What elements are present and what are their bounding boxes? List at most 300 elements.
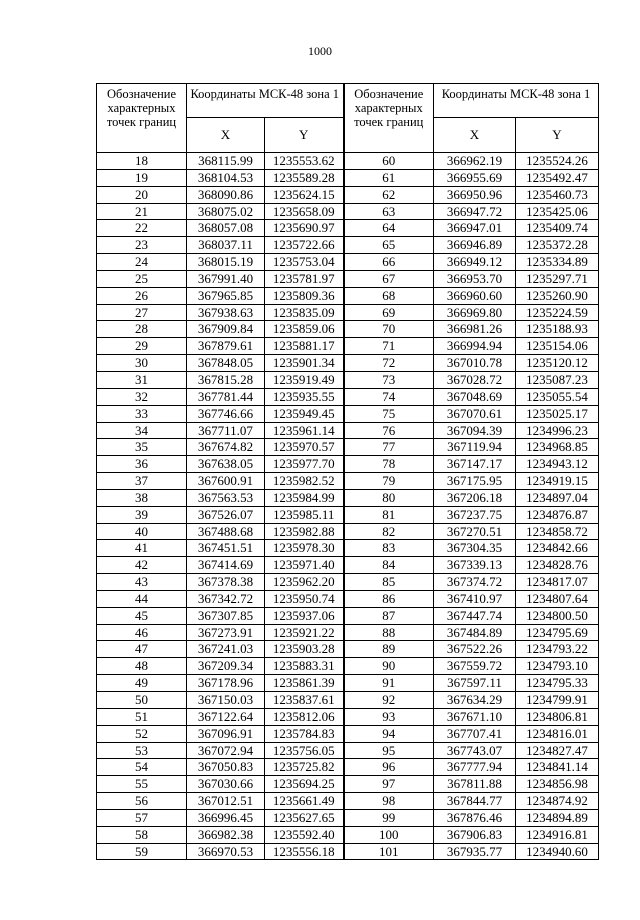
point-number: 86: [344, 590, 434, 607]
point-number: 55: [97, 776, 187, 793]
point-number: 29: [97, 338, 187, 355]
y-value: 1235372.28: [516, 237, 599, 254]
y-value: 1235725.82: [265, 759, 344, 776]
table-row: [97, 270, 599, 287]
x-value: 367991.40: [187, 270, 265, 287]
y-value: 1235658.09: [265, 203, 344, 220]
point-number: 37: [97, 473, 187, 490]
coords-header-right: Координаты МСК-48 зона 1: [434, 84, 599, 118]
point-number: 41: [97, 540, 187, 557]
x-value: 367178.96: [187, 675, 265, 692]
table-row: [97, 742, 599, 759]
y-value: 1235188.93: [516, 321, 599, 338]
y-value: 1235756.05: [265, 742, 344, 759]
x-value: 366970.53: [187, 843, 265, 860]
x-value: 367488.68: [187, 523, 265, 540]
x-value: 367965.85: [187, 287, 265, 304]
point-number: 48: [97, 658, 187, 675]
y-value: 1235334.89: [516, 254, 599, 271]
y-value: 1234842.66: [516, 540, 599, 557]
x-value: 367600.91: [187, 473, 265, 490]
x-value: 366950.96: [434, 186, 516, 203]
x-value: 367094.39: [434, 422, 516, 439]
y-value: 1234897.04: [516, 489, 599, 506]
table-body: [97, 153, 599, 860]
x-value: 367876.46: [434, 809, 516, 826]
y-value: 1234996.23: [516, 422, 599, 439]
y-value: 1235937.06: [265, 607, 344, 624]
table-row: [97, 186, 599, 203]
table-row: [97, 692, 599, 709]
x-value: 367010.78: [434, 355, 516, 372]
x-value: 367273.91: [187, 624, 265, 641]
table-row: [97, 153, 599, 170]
x-value: 366953.70: [434, 270, 516, 287]
point-number: 57: [97, 809, 187, 826]
y-value: 1235592.40: [265, 826, 344, 843]
table-row: [97, 203, 599, 220]
point-number: 77: [344, 439, 434, 456]
x-value: 367048.69: [434, 388, 516, 405]
x-value: 367028.72: [434, 371, 516, 388]
point-number: 44: [97, 590, 187, 607]
y-value: 1234858.72: [516, 523, 599, 540]
x-header-left: X: [187, 118, 265, 153]
point-number: 94: [344, 725, 434, 742]
y-value: 1234876.87: [516, 506, 599, 523]
x-value: 367777.94: [434, 759, 516, 776]
table-row: [97, 826, 599, 843]
x-value: 366949.12: [434, 254, 516, 271]
x-value: 367451.51: [187, 540, 265, 557]
x-value: 368115.99: [187, 153, 265, 170]
y-value: 1234799.91: [516, 692, 599, 709]
y-value: 1235154.06: [516, 338, 599, 355]
x-value: 367206.18: [434, 489, 516, 506]
y-value: 1235859.06: [265, 321, 344, 338]
y-value: 1235589.28: [265, 169, 344, 186]
point-number: 54: [97, 759, 187, 776]
y-value: 1235297.71: [516, 270, 599, 287]
x-value: 366947.01: [434, 220, 516, 237]
y-value: 1235784.83: [265, 725, 344, 742]
point-number: 75: [344, 405, 434, 422]
point-number: 82: [344, 523, 434, 540]
y-value: 1234968.85: [516, 439, 599, 456]
y-value: 1235055.54: [516, 388, 599, 405]
point-number: 64: [344, 220, 434, 237]
table-row: [97, 776, 599, 793]
x-value: 368075.02: [187, 203, 265, 220]
y-value: 1235425.06: [516, 203, 599, 220]
x-value: 367414.69: [187, 557, 265, 574]
y-value: 1235978.30: [265, 540, 344, 557]
x-value: 367938.63: [187, 304, 265, 321]
point-number: 99: [344, 809, 434, 826]
x-value: 367563.53: [187, 489, 265, 506]
point-number: 53: [97, 742, 187, 759]
x-value: 367237.75: [434, 506, 516, 523]
table-row: [97, 574, 599, 591]
y-value: 1235835.09: [265, 304, 344, 321]
table-row: [97, 456, 599, 473]
y-value: 1234940.60: [516, 843, 599, 860]
point-number: 67: [344, 270, 434, 287]
x-value: 366996.45: [187, 809, 265, 826]
y-value: 1235971.40: [265, 557, 344, 574]
point-number: 87: [344, 607, 434, 624]
y-value: 1235260.90: [516, 287, 599, 304]
x-value: 367674.82: [187, 439, 265, 456]
point-number: 33: [97, 405, 187, 422]
table-row: [97, 169, 599, 186]
table-row: [97, 809, 599, 826]
x-value: 367844.77: [434, 793, 516, 810]
point-number: 58: [97, 826, 187, 843]
y-value: 1235950.74: [265, 590, 344, 607]
table-row: [97, 254, 599, 271]
point-number: 20: [97, 186, 187, 203]
table-row: [97, 321, 599, 338]
x-value: 367030.66: [187, 776, 265, 793]
table-row: [97, 523, 599, 540]
point-number: 60: [344, 153, 434, 170]
y-value: 1235524.26: [516, 153, 599, 170]
x-value: 367122.64: [187, 708, 265, 725]
y-value: 1235025.17: [516, 405, 599, 422]
x-value: 368090.86: [187, 186, 265, 203]
table-row: [97, 422, 599, 439]
y-value: 1234894.89: [516, 809, 599, 826]
y-value: 1235901.34: [265, 355, 344, 372]
y-value: 1235624.15: [265, 186, 344, 203]
point-number: 83: [344, 540, 434, 557]
x-value: 366962.19: [434, 153, 516, 170]
x-value: 367671.10: [434, 708, 516, 725]
point-number: 71: [344, 338, 434, 355]
x-value: 367119.94: [434, 439, 516, 456]
y-value: 1234817.07: [516, 574, 599, 591]
point-number: 38: [97, 489, 187, 506]
y-value: 1235903.28: [265, 641, 344, 658]
x-value: 366969.80: [434, 304, 516, 321]
point-number: 76: [344, 422, 434, 439]
y-value: 1235861.39: [265, 675, 344, 692]
y-value: 1235921.22: [265, 624, 344, 641]
y-value: 1234793.10: [516, 658, 599, 675]
point-number: 45: [97, 607, 187, 624]
x-header-right: X: [434, 118, 516, 153]
y-header-right: Y: [516, 118, 599, 153]
x-value: 367304.35: [434, 540, 516, 557]
point-number: 56: [97, 793, 187, 810]
point-number: 52: [97, 725, 187, 742]
point-number: 61: [344, 169, 434, 186]
x-value: 367175.95: [434, 473, 516, 490]
x-value: 367935.77: [434, 843, 516, 860]
point-header-left: Обозначение характерных точек границ: [97, 84, 187, 153]
table-row: [97, 725, 599, 742]
x-value: 367711.07: [187, 422, 265, 439]
x-value: 367522.26: [434, 641, 516, 658]
table-row: [97, 607, 599, 624]
x-value: 367906.83: [434, 826, 516, 843]
table-row: [97, 489, 599, 506]
point-number: 84: [344, 557, 434, 574]
point-number: 70: [344, 321, 434, 338]
point-number: 91: [344, 675, 434, 692]
point-number: 36: [97, 456, 187, 473]
table-row: [97, 355, 599, 372]
y-value: 1235661.49: [265, 793, 344, 810]
y-value: 1235970.57: [265, 439, 344, 456]
y-value: 1235753.04: [265, 254, 344, 271]
x-value: 367307.85: [187, 607, 265, 624]
point-number: 25: [97, 270, 187, 287]
y-value: 1235460.73: [516, 186, 599, 203]
x-value: 366981.26: [434, 321, 516, 338]
x-value: 367374.72: [434, 574, 516, 591]
x-value: 367096.91: [187, 725, 265, 742]
y-value: 1235087.23: [516, 371, 599, 388]
y-value: 1235120.12: [516, 355, 599, 372]
point-number: 49: [97, 675, 187, 692]
point-number: 81: [344, 506, 434, 523]
y-value: 1235781.97: [265, 270, 344, 287]
point-number: 30: [97, 355, 187, 372]
y-value: 1235837.61: [265, 692, 344, 709]
x-value: 368037.11: [187, 237, 265, 254]
point-number: 24: [97, 254, 187, 271]
x-value: 367484.89: [434, 624, 516, 641]
y-header-left: Y: [265, 118, 344, 153]
point-number: 78: [344, 456, 434, 473]
y-value: 1234943.12: [516, 456, 599, 473]
x-value: 367342.72: [187, 590, 265, 607]
y-value: 1235556.18: [265, 843, 344, 860]
y-value: 1234793.22: [516, 641, 599, 658]
table-row: [97, 388, 599, 405]
table-row: [97, 237, 599, 254]
point-number: 89: [344, 641, 434, 658]
point-number: 46: [97, 624, 187, 641]
y-value: 1235977.70: [265, 456, 344, 473]
x-value: 366955.69: [434, 169, 516, 186]
x-value: 367848.05: [187, 355, 265, 372]
point-number: 39: [97, 506, 187, 523]
x-value: 367378.38: [187, 574, 265, 591]
y-value: 1235949.45: [265, 405, 344, 422]
x-value: 367447.74: [434, 607, 516, 624]
point-number: 101: [344, 843, 434, 860]
x-value: 367410.97: [434, 590, 516, 607]
y-value: 1235984.99: [265, 489, 344, 506]
table-row: [97, 590, 599, 607]
point-number: 69: [344, 304, 434, 321]
x-value: 367150.03: [187, 692, 265, 709]
table-row: [97, 220, 599, 237]
table-row: [97, 675, 599, 692]
y-value: 1234827.47: [516, 742, 599, 759]
point-number: 85: [344, 574, 434, 591]
point-number: 23: [97, 237, 187, 254]
point-number: 92: [344, 692, 434, 709]
x-value: 368015.19: [187, 254, 265, 271]
x-value: 367070.61: [434, 405, 516, 422]
point-number: 90: [344, 658, 434, 675]
x-value: 367012.51: [187, 793, 265, 810]
table-row: [97, 371, 599, 388]
x-value: 367879.61: [187, 338, 265, 355]
table-row: [97, 759, 599, 776]
point-number: 19: [97, 169, 187, 186]
point-number: 88: [344, 624, 434, 641]
point-number: 21: [97, 203, 187, 220]
y-value: 1234795.69: [516, 624, 599, 641]
x-value: 367634.29: [434, 692, 516, 709]
table-row: [97, 287, 599, 304]
x-value: 366960.60: [434, 287, 516, 304]
y-value: 1234816.01: [516, 725, 599, 742]
table-row: [97, 473, 599, 490]
point-number: 50: [97, 692, 187, 709]
x-value: 368104.53: [187, 169, 265, 186]
x-value: 367147.17: [434, 456, 516, 473]
table-row: [97, 557, 599, 574]
point-number: 79: [344, 473, 434, 490]
table-row: [97, 793, 599, 810]
table-row: [97, 658, 599, 675]
x-value: 366994.94: [434, 338, 516, 355]
table-row: [97, 405, 599, 422]
x-value: 367909.84: [187, 321, 265, 338]
y-value: 1235881.17: [265, 338, 344, 355]
point-number: 65: [344, 237, 434, 254]
y-value: 1235982.88: [265, 523, 344, 540]
table-header: [97, 84, 599, 153]
y-value: 1234807.64: [516, 590, 599, 607]
y-value: 1235409.74: [516, 220, 599, 237]
y-value: 1234800.50: [516, 607, 599, 624]
y-value: 1235919.49: [265, 371, 344, 388]
y-value: 1234874.92: [516, 793, 599, 810]
y-value: 1235985.11: [265, 506, 344, 523]
point-number: 63: [344, 203, 434, 220]
table-row: [97, 708, 599, 725]
y-value: 1235694.25: [265, 776, 344, 793]
point-number: 34: [97, 422, 187, 439]
y-value: 1234919.15: [516, 473, 599, 490]
point-number: 72: [344, 355, 434, 372]
point-number: 80: [344, 489, 434, 506]
y-value: 1234841.14: [516, 759, 599, 776]
table-row: [97, 641, 599, 658]
coordinates-table: [96, 83, 599, 860]
y-value: 1235690.97: [265, 220, 344, 237]
point-number: 40: [97, 523, 187, 540]
y-value: 1235722.66: [265, 237, 344, 254]
point-number: 22: [97, 220, 187, 237]
x-value: 367050.83: [187, 759, 265, 776]
y-value: 1235982.52: [265, 473, 344, 490]
point-number: 100: [344, 826, 434, 843]
point-number: 18: [97, 153, 187, 170]
y-value: 1234806.81: [516, 708, 599, 725]
y-value: 1235809.36: [265, 287, 344, 304]
x-value: 366982.38: [187, 826, 265, 843]
x-value: 367743.07: [434, 742, 516, 759]
table-row: [97, 439, 599, 456]
y-value: 1235883.31: [265, 658, 344, 675]
point-number: 31: [97, 371, 187, 388]
point-number: 51: [97, 708, 187, 725]
x-value: 367072.94: [187, 742, 265, 759]
point-number: 43: [97, 574, 187, 591]
point-number: 62: [344, 186, 434, 203]
y-value: 1234856.98: [516, 776, 599, 793]
y-value: 1235961.14: [265, 422, 344, 439]
point-number: 96: [344, 759, 434, 776]
point-number: 68: [344, 287, 434, 304]
table-row: [97, 506, 599, 523]
x-value: 367241.03: [187, 641, 265, 658]
x-value: 366946.89: [434, 237, 516, 254]
point-number: 95: [344, 742, 434, 759]
x-value: 367746.66: [187, 405, 265, 422]
point-number: 42: [97, 557, 187, 574]
x-value: 367811.88: [434, 776, 516, 793]
x-value: 367526.07: [187, 506, 265, 523]
y-value: 1234795.33: [516, 675, 599, 692]
x-value: 367209.34: [187, 658, 265, 675]
y-value: 1235224.59: [516, 304, 599, 321]
x-value: 367815.28: [187, 371, 265, 388]
point-number: 27: [97, 304, 187, 321]
point-header-right: Обозначение характерных точек границ: [344, 84, 434, 153]
x-value: 367559.72: [434, 658, 516, 675]
point-number: 66: [344, 254, 434, 271]
y-value: 1235492.47: [516, 169, 599, 186]
point-number: 47: [97, 641, 187, 658]
point-number: 59: [97, 843, 187, 860]
y-value: 1234828.76: [516, 557, 599, 574]
x-value: 368057.08: [187, 220, 265, 237]
page-number: 1000: [308, 44, 332, 58]
point-number: 93: [344, 708, 434, 725]
coords-header-left: Координаты МСК-48 зона 1: [187, 84, 344, 118]
y-value: 1235553.62: [265, 153, 344, 170]
point-number: 98: [344, 793, 434, 810]
x-value: 367638.05: [187, 456, 265, 473]
point-number: 97: [344, 776, 434, 793]
table-row: [97, 338, 599, 355]
y-value: 1234916.81: [516, 826, 599, 843]
point-number: 28: [97, 321, 187, 338]
x-value: 367597.11: [434, 675, 516, 692]
y-value: 1235812.06: [265, 708, 344, 725]
y-value: 1235962.20: [265, 574, 344, 591]
point-number: 26: [97, 287, 187, 304]
x-value: 367781.44: [187, 388, 265, 405]
point-number: 35: [97, 439, 187, 456]
x-value: 367339.13: [434, 557, 516, 574]
y-value: 1235935.55: [265, 388, 344, 405]
y-value: 1235627.65: [265, 809, 344, 826]
point-number: 74: [344, 388, 434, 405]
x-value: 366947.72: [434, 203, 516, 220]
table-row: [97, 304, 599, 321]
table-row: [97, 624, 599, 641]
